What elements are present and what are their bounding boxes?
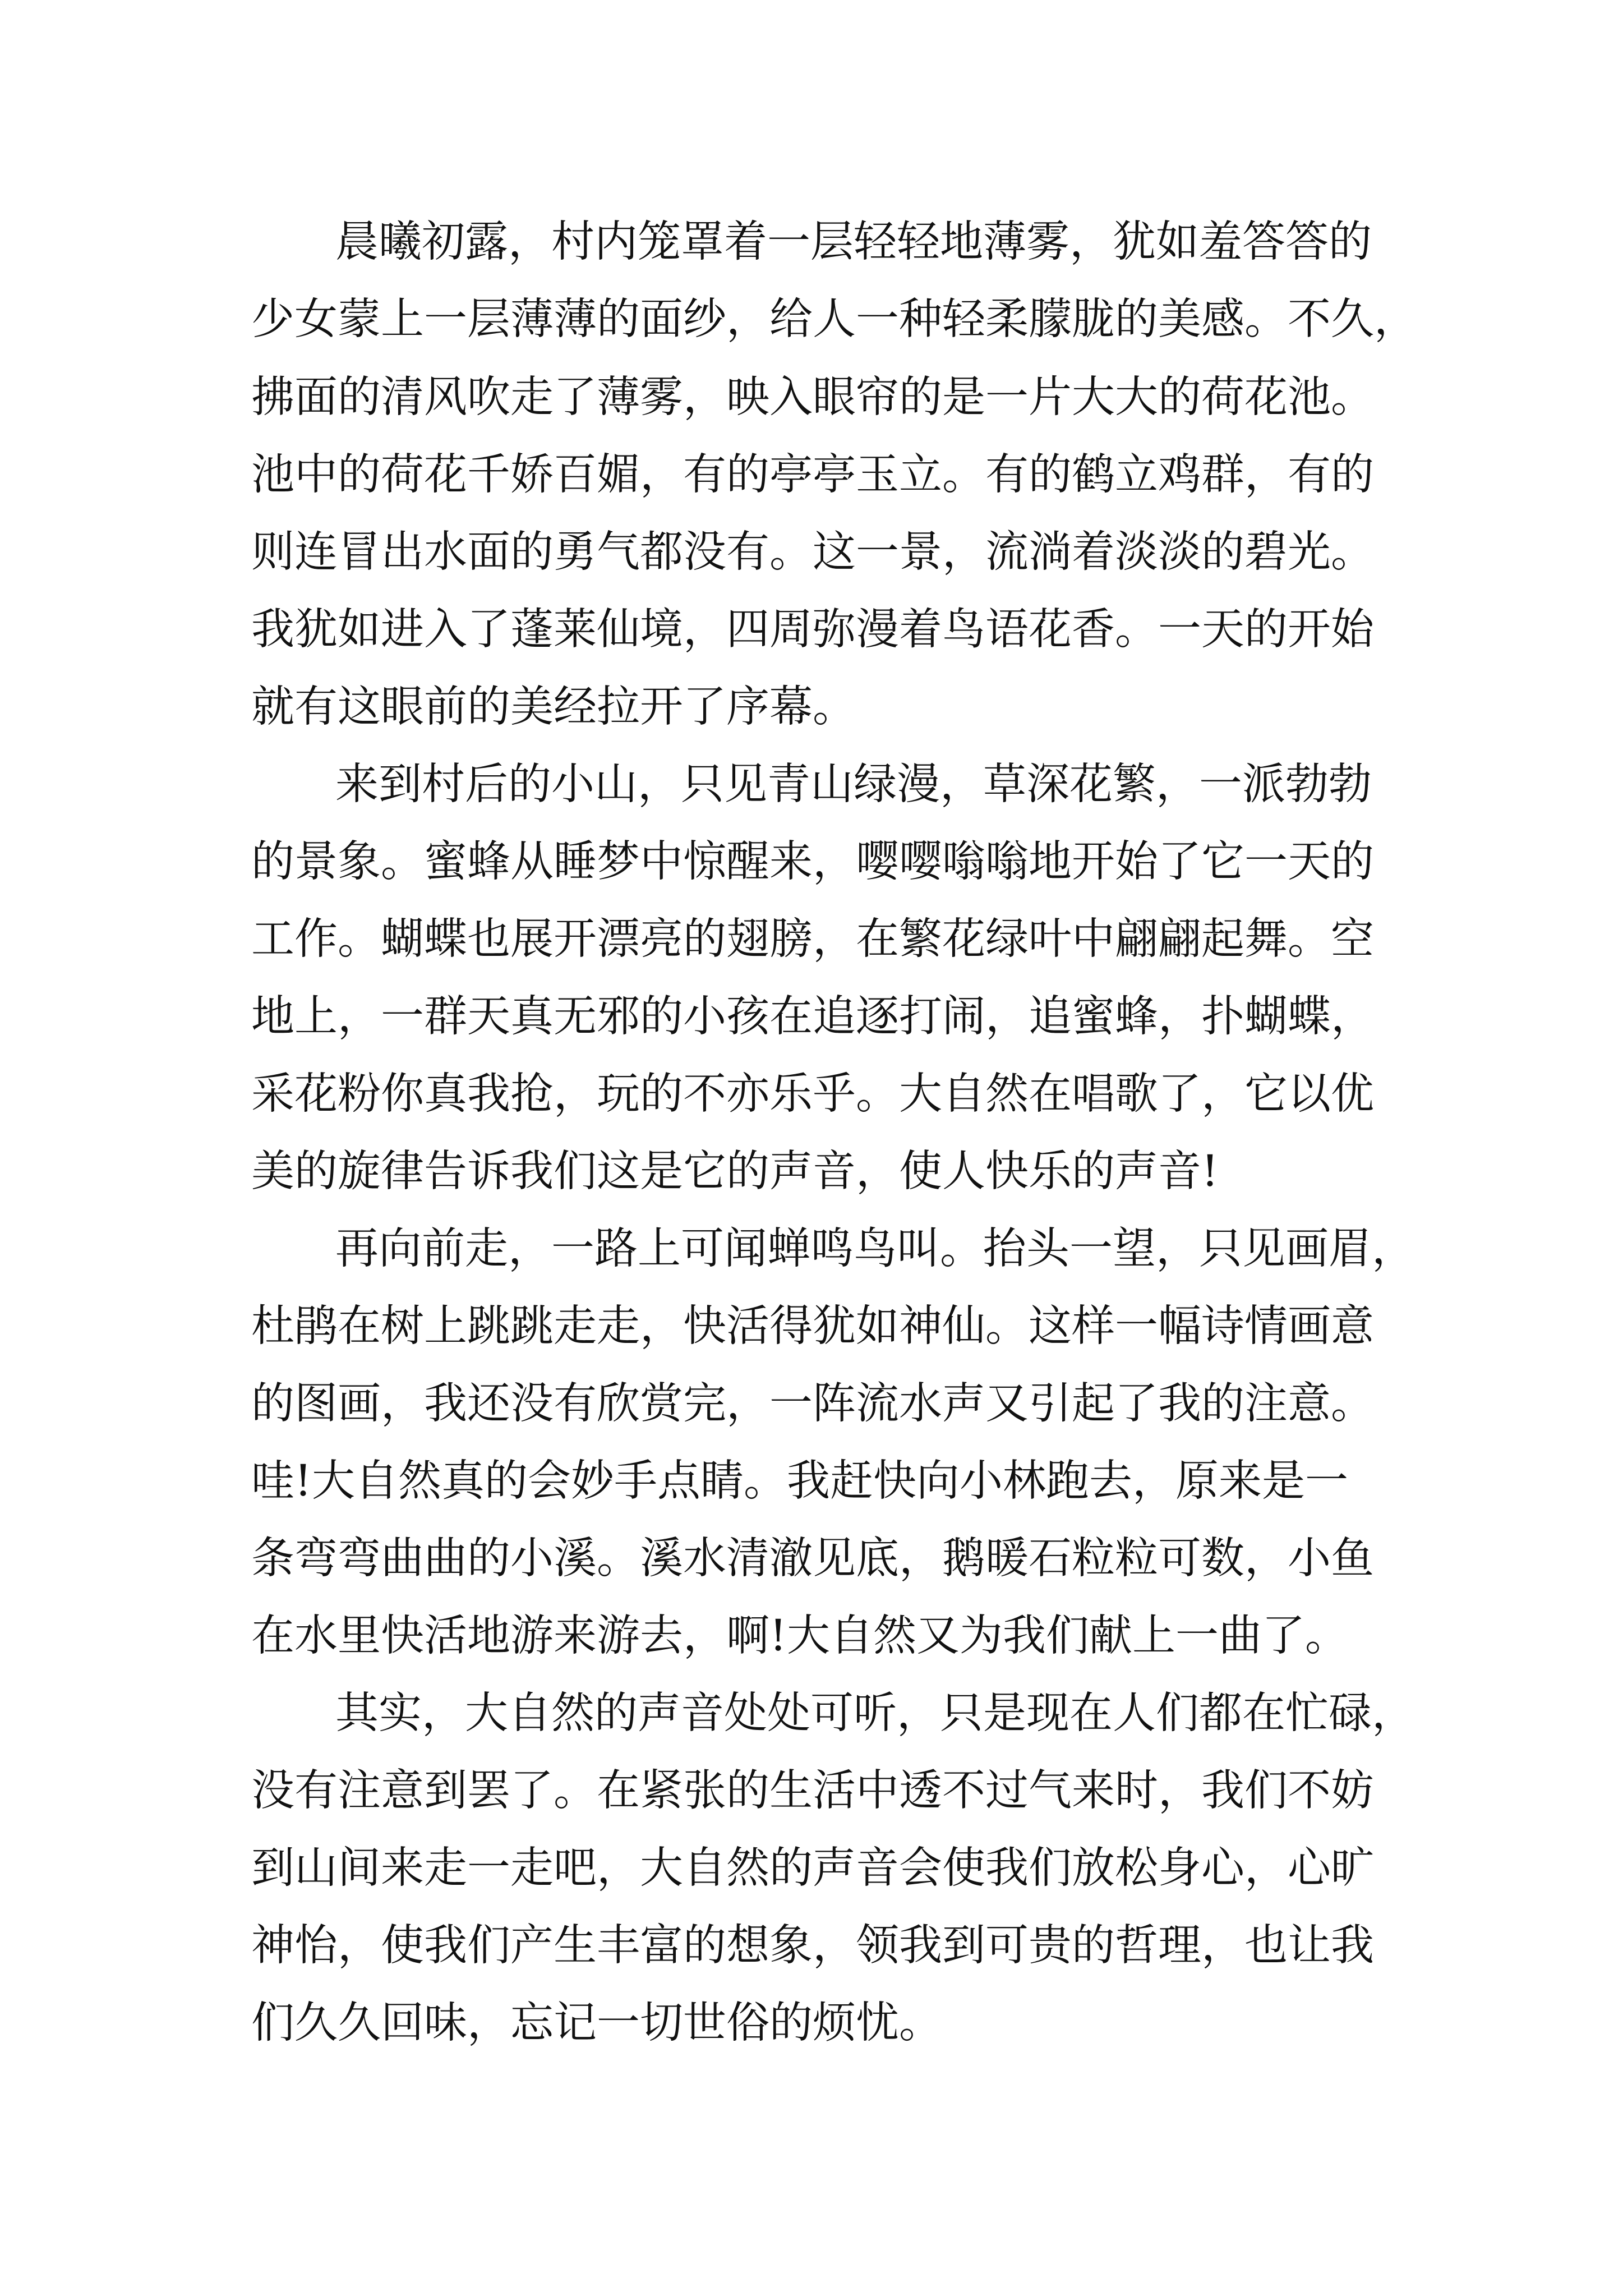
text-line: 我犹如进入了蓬莱仙境，四周弥漫着鸟语花香。一天的开始 (251, 605, 1374, 655)
text-line: 美的旋律告诉我们这是它的声音，使人快乐的声音! (251, 1147, 1219, 1197)
text-line: 采花粉你真我抢，玩的不亦乐乎。大自然在唱歌了，它以优 (251, 1069, 1374, 1119)
text-line: 池中的荷花千娇百媚，有的亭亭玉立。有的鹤立鸡群，有的 (251, 450, 1374, 500)
text-line: 的图画，我还没有欣赏完，一阵流水声又引起了我的注意。 (251, 1379, 1374, 1429)
text-line: 则连冒出水面的勇气都没有。这一景，流淌着淡淡的碧光。 (251, 527, 1374, 577)
text-line: 哇!大自然真的会妙手点睛。我赶快向小林跑去，原来是一 (251, 1456, 1348, 1506)
text-line: 拂面的清风吹走了薄雾，映入眼帘的是一片大大的荷花池。 (251, 372, 1374, 422)
text-line: 没有注意到罢了。在紧张的生活中透不过气来时，我们不妨 (251, 1766, 1374, 1816)
text-line: 神怡，使我们产生丰富的想象，领我到可贵的哲理，也让我 (251, 1921, 1374, 1971)
text-line: 就有这眼前的美经拉开了序幕。 (251, 682, 856, 732)
text-line: 们久久回味，忘记一切世俗的烦忧。 (251, 1998, 942, 2048)
text-line: 工作。蝴蝶也展开漂亮的翅膀，在繁花绿叶中翩翩起舞。空 (251, 914, 1374, 964)
text-line: 来到村后的小山，只见青山绿漫，草深花繁，一派勃勃 (335, 760, 1372, 809)
text-line: 晨曦初露，村内笼罩着一层轻轻地薄雾，犹如羞答答的 (335, 217, 1372, 267)
text-line: 到山间来走一走吧，大自然的声音会使我们放松身心，心旷 (251, 1843, 1374, 1893)
text-line: 的景象。蜜蜂从睡梦中惊醒来，嘤嘤嗡嗡地开始了它一天的 (251, 837, 1374, 887)
text-line: 杜鹃在树上跳跳走走，快活得犹如神仙。这样一幅诗情画意 (251, 1301, 1374, 1351)
text-line: 其实，大自然的声音处处可听，只是现在人们都在忙碌， (335, 1688, 1415, 1738)
text-line: 条弯弯曲曲的小溪。溪水清澈见底，鹅暖石粒粒可数，小鱼 (251, 1534, 1374, 1584)
text-line: 再向前走，一路上可闻蝉鸣鸟叫。抬头一望，只见画眉， (335, 1224, 1415, 1274)
text-line: 在水里快活地游来游去，啊!大自然又为我们献上一曲了。 (251, 1611, 1348, 1661)
text-line: 少女蒙上一层薄薄的面纱，给人一种轻柔朦胧的美感。不久， (251, 295, 1417, 344)
text-line: 地上，一群天真无邪的小孩在追逐打闹，追蜜蜂，扑蝴蝶， (251, 992, 1374, 1042)
